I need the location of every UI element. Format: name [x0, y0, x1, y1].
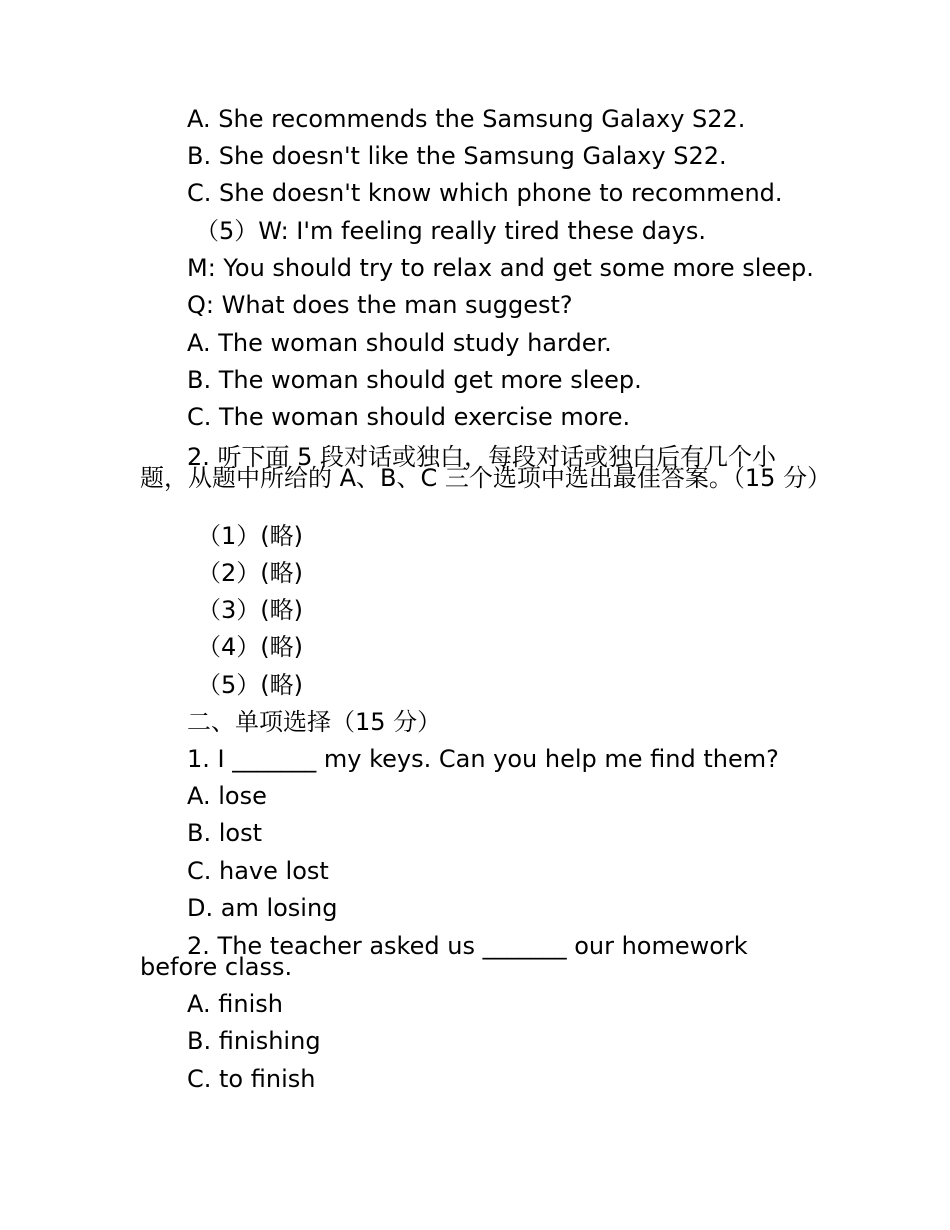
option-a-line: A. The woman should study harder. [187, 329, 612, 357]
section-heading-single-choice: 二、单项选择（15 分） [187, 708, 442, 736]
listening-section-instructions: 2. 听下面 5 段对话或独白，每段对话或独白后有几个小题，从题中所给的 A、B、C 三个选项中选出最佳答案。（15 分） [140, 443, 832, 492]
option-a-line: A. She recommends the Samsung Galaxy S22. [187, 105, 746, 133]
omitted-item-4: （4）(略) [197, 633, 303, 661]
question-2-option-c: C. to finish [187, 1065, 316, 1093]
question-1-option-d: D. am losing [187, 894, 338, 922]
dialogue-5-question: Q: What does the man suggest? [187, 291, 573, 319]
dialogue-5-woman-line: （5）W: I'm feeling really tired these days. [195, 217, 706, 245]
question-1-option-c: C. have lost [187, 857, 329, 885]
option-c-line: C. The woman should exercise more. [187, 403, 631, 431]
question-1-option-b: B. lost [187, 819, 262, 847]
omitted-item-1: （1）(略) [197, 522, 303, 550]
question-2-option-a: A. finish [187, 990, 283, 1018]
omitted-item-2: （2）(略) [197, 559, 303, 587]
question-1: 1. I _______ my keys. Can you help me find them? [187, 745, 779, 773]
question-1-option-a: A. lose [187, 782, 267, 810]
dialogue-5-man-line: M: You should try to relax and get some more sleep. [187, 254, 814, 282]
omitted-item-5: （5）(略) [197, 671, 303, 699]
option-b-line: B. She doesn't like the Samsung Galaxy S22. [187, 142, 727, 170]
question-2-option-b: B. finishing [187, 1027, 321, 1055]
question-2: 2. The teacher asked us _______ our homework before class. [140, 932, 748, 981]
option-b-line: B. The woman should get more sleep. [187, 366, 642, 394]
option-c-line: C. She doesn't know which phone to recommend. [187, 179, 783, 207]
omitted-item-3: （3）(略) [197, 596, 303, 624]
